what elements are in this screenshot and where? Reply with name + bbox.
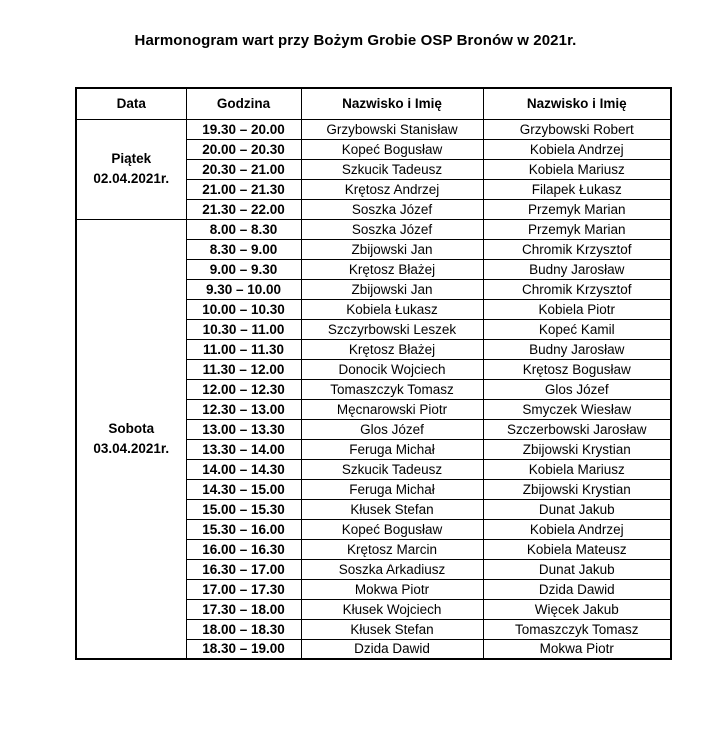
name-cell: Kopeć Bogusław [301, 139, 483, 159]
time-cell: 17.30 – 18.00 [186, 599, 301, 619]
name-cell: Przemyk Marian [483, 199, 671, 219]
name-cell: Zbijowski Jan [301, 239, 483, 259]
time-cell: 15.30 – 16.00 [186, 519, 301, 539]
time-cell: 14.30 – 15.00 [186, 479, 301, 499]
column-header-godzina: Godzina [186, 88, 301, 119]
name-cell: Chromik Krzysztof [483, 279, 671, 299]
name-cell: Feruga Michał [301, 439, 483, 459]
name-cell: Mokwa Piotr [483, 639, 671, 659]
time-cell: 16.00 – 16.30 [186, 539, 301, 559]
time-cell: 15.00 – 15.30 [186, 499, 301, 519]
time-cell: 20.30 – 21.00 [186, 159, 301, 179]
time-cell: 9.00 – 9.30 [186, 259, 301, 279]
name-cell: Kobiela Mariusz [483, 459, 671, 479]
header-row [76, 88, 671, 119]
name-cell: Smyczek Wiesław [483, 399, 671, 419]
time-cell: 17.00 – 17.30 [186, 579, 301, 599]
name-cell: Kobiela Andrzej [483, 139, 671, 159]
column-header-nazwisko-2: Nazwisko i Imię [483, 88, 671, 119]
name-cell: Krętosz Bogusław [483, 359, 671, 379]
name-cell: Grzybowski Stanisław [301, 119, 483, 139]
name-cell: Dzida Dawid [483, 579, 671, 599]
table-row [76, 119, 671, 139]
name-cell: Kobiela Łukasz [301, 299, 483, 319]
name-cell: Zbijowski Krystian [483, 439, 671, 459]
table-header [76, 88, 671, 119]
name-cell: Kobiela Piotr [483, 299, 671, 319]
day-date: 02.04.2021r. [93, 171, 170, 186]
time-cell: 11.30 – 12.00 [186, 359, 301, 379]
page-title: Harmonogram wart przy Bożym Grobie OSP Bronów w 2021r. [134, 32, 577, 49]
time-cell: 20.00 – 20.30 [186, 139, 301, 159]
name-cell: Glos Józef [301, 419, 483, 439]
name-cell: Soszka Arkadiusz [301, 559, 483, 579]
time-cell: 10.30 – 11.00 [186, 319, 301, 339]
time-cell: 16.30 – 17.00 [186, 559, 301, 579]
name-cell: Feruga Michał [301, 479, 483, 499]
day-name: Piątek [111, 150, 152, 166]
name-cell: Szczerbowski Jarosław [483, 419, 671, 439]
time-cell: 11.00 – 11.30 [186, 339, 301, 359]
name-cell: Szkucik Tadeusz [301, 159, 483, 179]
name-cell: Kłusek Stefan [301, 499, 483, 519]
time-cell: 21.00 – 21.30 [186, 179, 301, 199]
name-cell: Kobiela Mateusz [483, 539, 671, 559]
table-body [76, 119, 671, 659]
time-cell: 18.30 – 19.00 [186, 639, 301, 659]
time-cell: 8.00 – 8.30 [186, 219, 301, 239]
day-name: Sobota [108, 420, 155, 436]
name-cell: Chromik Krzysztof [483, 239, 671, 259]
name-cell: Donocik Wojciech [301, 359, 483, 379]
time-cell: 13.30 – 14.00 [186, 439, 301, 459]
name-cell: Budny Jarosław [483, 339, 671, 359]
time-cell: 21.30 – 22.00 [186, 199, 301, 219]
day-date: 03.04.2021r. [93, 440, 170, 456]
name-cell: Kobiela Andrzej [483, 519, 671, 539]
name-cell: Glos Józef [483, 379, 671, 399]
name-cell: Kłusek Wojciech [301, 599, 483, 619]
name-cell: Soszka Józef [301, 219, 483, 239]
table-row [76, 219, 671, 239]
column-header-data: Data [76, 88, 186, 119]
time-cell: 14.00 – 14.30 [186, 459, 301, 479]
time-cell: 13.00 – 13.30 [186, 419, 301, 439]
column-header-nazwisko-1: Nazwisko i Imię [301, 88, 483, 119]
name-cell: Więcek Jakub [483, 599, 671, 619]
name-cell: Kopeć Kamil [483, 319, 671, 339]
name-cell: Dzida Dawid [301, 639, 483, 659]
day-cell [76, 219, 186, 659]
name-cell: Filapek Łukasz [483, 179, 671, 199]
time-cell: 19.30 – 20.00 [186, 119, 301, 139]
name-cell: Tomaszczyk Tomasz [483, 619, 671, 639]
name-cell: Szczyrbowski Leszek [301, 319, 483, 339]
name-cell: Soszka Józef [301, 199, 483, 219]
name-cell: Dunat Jakub [483, 559, 671, 579]
name-cell: Tomaszczyk Tomasz [301, 379, 483, 399]
name-cell: Budny Jarosław [483, 259, 671, 279]
name-cell: Krętosz Marcin [301, 539, 483, 559]
name-cell: Dunat Jakub [483, 499, 671, 519]
name-cell: Zbijowski Jan [301, 279, 483, 299]
name-cell: Krętosz Andrzej [301, 179, 483, 199]
name-cell: Krętosz Błażej [301, 339, 483, 359]
name-cell: Zbijowski Krystian [483, 479, 671, 499]
name-cell: Mokwa Piotr [301, 579, 483, 599]
time-cell: 12.30 – 13.00 [186, 399, 301, 419]
schedule-table [75, 87, 672, 660]
name-cell: Krętosz Błażej [301, 259, 483, 279]
time-cell: 18.00 – 18.30 [186, 619, 301, 639]
name-cell: Męcnarowski Piotr [301, 399, 483, 419]
time-cell: 10.00 – 10.30 [186, 299, 301, 319]
time-cell: 9.30 – 10.00 [186, 279, 301, 299]
name-cell: Szkucik Tadeusz [301, 459, 483, 479]
name-cell: Przemyk Marian [483, 219, 671, 239]
name-cell: Kobiela Mariusz [483, 159, 671, 179]
name-cell: Kopeć Bogusław [301, 519, 483, 539]
name-cell: Kłusek Stefan [301, 619, 483, 639]
day-cell [76, 119, 186, 219]
time-cell: 8.30 – 9.00 [186, 239, 301, 259]
name-cell: Grzybowski Robert [483, 119, 671, 139]
time-cell: 12.00 – 12.30 [186, 379, 301, 399]
